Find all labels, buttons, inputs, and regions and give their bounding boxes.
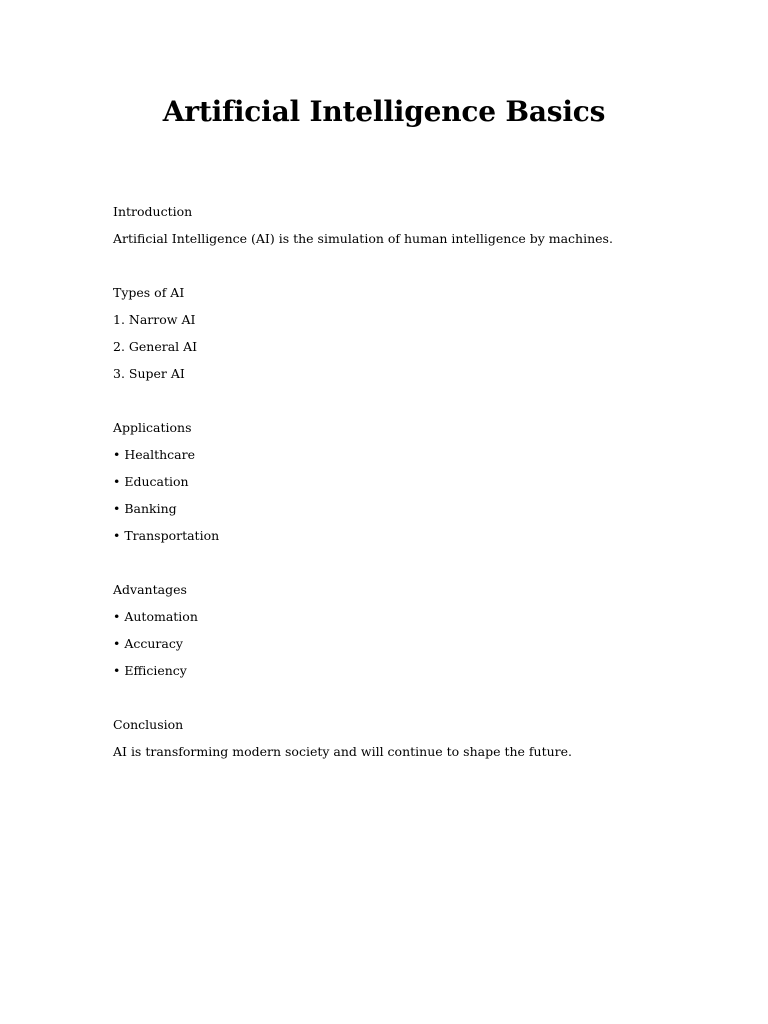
paragraph: Artificial Intelligence (AI) is the simulation of human intelligence by machines. <box>113 231 613 246</box>
section-heading: Advantages <box>113 582 187 597</box>
section-heading: Types of AI <box>113 285 185 300</box>
paragraph: AI is transforming modern society and will continue to shape the future. <box>113 744 572 759</box>
section-heading: Introduction <box>113 204 193 219</box>
list-item: 1. Narrow AI <box>113 312 196 327</box>
list-item: • Accuracy <box>113 636 183 651</box>
list-item: • Banking <box>113 501 177 516</box>
section-applications <box>113 414 673 549</box>
section-introduction <box>113 198 673 252</box>
section-heading: Applications <box>113 420 192 435</box>
section-heading: Conclusion <box>113 717 184 732</box>
list-item: 3. Super AI <box>113 366 185 381</box>
list-item: • Education <box>113 474 189 489</box>
list-item: • Efficiency <box>113 663 187 678</box>
section-conclusion <box>113 711 673 765</box>
section-advantages <box>113 576 673 684</box>
list-item: 2. General AI <box>113 339 198 354</box>
document-body <box>113 198 673 792</box>
section-types <box>113 279 673 387</box>
document-title: Artificial Intelligence Basics <box>162 95 606 128</box>
list-item: • Healthcare <box>113 447 195 462</box>
list-item: • Transportation <box>113 528 220 543</box>
list-item: • Automation <box>113 609 198 624</box>
